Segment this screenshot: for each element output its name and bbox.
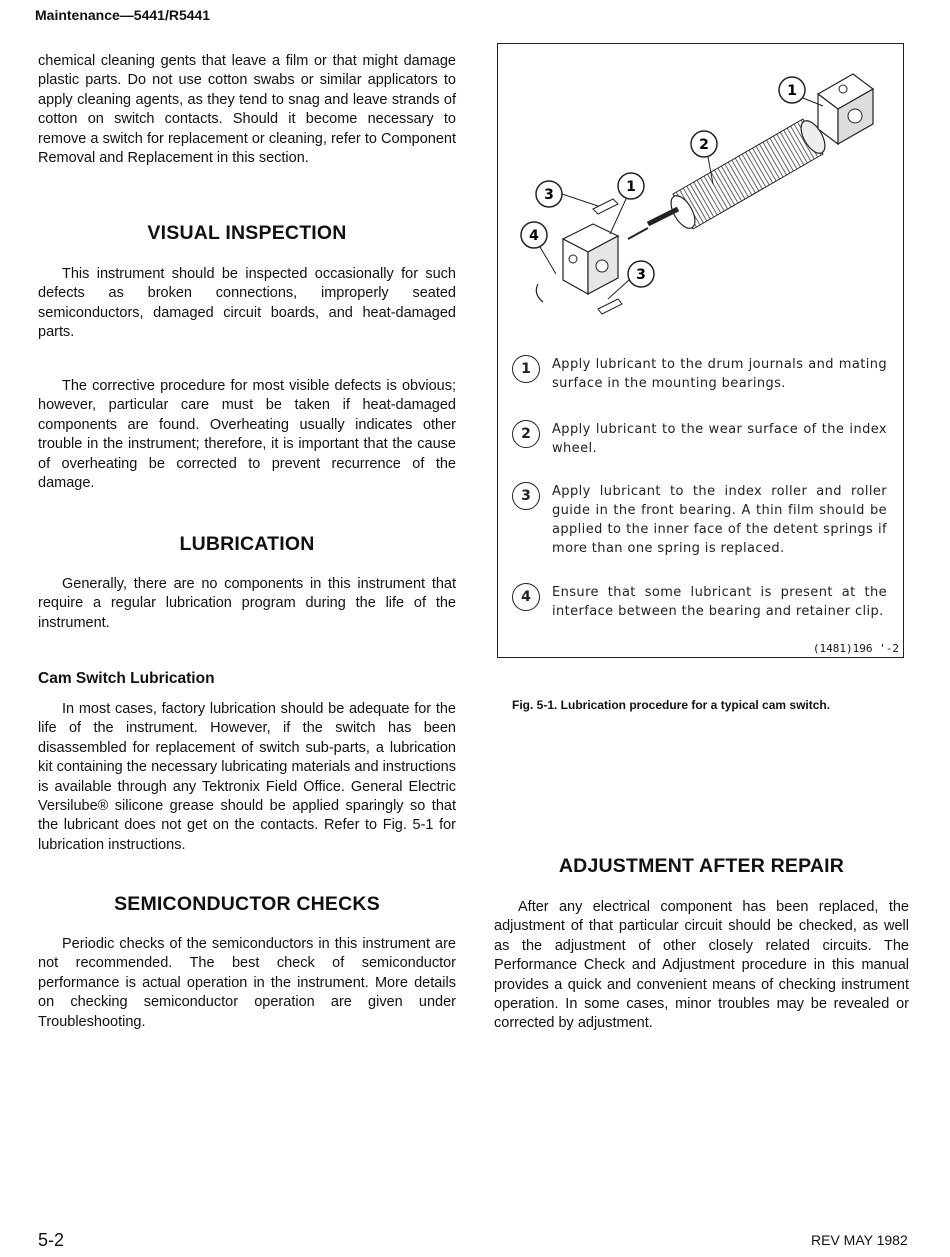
figure-note-1 [512, 355, 887, 393]
semiconductor-checks-heading: SEMICONDUCTOR CHECKS [114, 893, 380, 915]
note-4-number: 4 [512, 583, 540, 611]
note-2-number: 2 [512, 420, 540, 448]
revision-date: REV MAY 1982 [811, 1232, 908, 1248]
note-2-text: Apply lubricant to the wear surface of the index wheel. [552, 422, 887, 456]
callout-1-upper: 1 [787, 83, 797, 99]
visual-inspection-heading: VISUAL INSPECTION [147, 222, 347, 244]
cam-switch-illustration [498, 44, 903, 344]
note-3-text: Apply lubricant to the index roller and roller guide in the front bearing. A thin film should be applied to the inner face of the detent springs if more than one spring is replaced. [552, 484, 887, 556]
rear-bearing-drawing [818, 74, 873, 144]
note-1-text: Apply lubricant to the drum journals and mating surface in the mounting bearings. [552, 357, 887, 391]
lubrication-figure [497, 43, 904, 658]
drum-drawing [628, 117, 830, 239]
callout-4: 4 [529, 228, 539, 244]
callout-1-lower: 1 [626, 179, 636, 195]
figure-note-3 [512, 482, 887, 558]
callout-2: 2 [699, 137, 709, 153]
note-1-number: 1 [512, 355, 540, 383]
note-3-number: 3 [512, 482, 540, 510]
page-header: Maintenance—5441/R5441 [35, 7, 211, 23]
intro-paragraph: chemical cleaning gents that leave a film or that might damage plastic parts. Do not use cotton swabs or similar applicators to apply cleaning agents, as they tend to snag and leave strands of cotton on switch contacts. Should it become necessary to remove a switch for replacement or cleaning, refer to Component Removal and Replacement in this section. [38, 53, 456, 167]
figure-note-4 [512, 583, 887, 621]
page-number: 5-2 [38, 1230, 65, 1250]
figure-note-2 [512, 420, 887, 458]
adjustment-paragraph: After any electrical component has been replaced, the adjustment of that particular circuit should be checked, as well as the adjustment of other closely related circuits. The Performance Check and Adjustment procedure in this manual provides a quick and convenient means of checking instrument operation. In some cases, minor troubles may be revealed or corrected by adjustment. [494, 899, 909, 1032]
figure-id: (1481)196 '-2 [812, 642, 899, 655]
semiconductor-checks-paragraph: Periodic checks of the semiconductors in this instrument are not recommended. The best check of semiconductor performance is actual operation in the instrument. More details on checking semiconductor operation are given under Troubleshooting. [38, 936, 456, 1030]
adjustment-heading: ADJUSTMENT AFTER REPAIR [558, 855, 845, 877]
cam-switch-subheading: Cam Switch Lubrication [38, 670, 215, 687]
note-4-text: Ensure that some lubricant is present at the interface between the bearing and retainer clip. [552, 585, 887, 619]
lubrication-paragraph-1: Generally, there are no components in this instrument that require a regular lubrication program during the life of the instrument. [38, 576, 456, 631]
visual-inspection-paragraph-1: This instrument should be inspected occasionally for such defects as broken connections, improperly seated semiconductors, damaged circuit boards, and heat-damaged parts. [38, 266, 456, 341]
callout-3-lower: 3 [636, 267, 646, 283]
lubrication-heading: LUBRICATION [179, 533, 315, 555]
front-bearing-drawing [536, 199, 622, 314]
visual-inspection-paragraph-2: The corrective procedure for most visible defects is obvious; however, particular care must be taken if heat-damaged components are found. Overheating usually indicates other trouble in the instrument; therefore, it is important that the cause of overheating be corrected to prevent recurrence of the damage. [38, 378, 456, 492]
figure-caption: Fig. 5-1. Lubrication procedure for a typical cam switch. [512, 698, 831, 712]
lubrication-paragraph-2: In most cases, factory lubrication should be adequate for the life of the instrument. However, if the switch has been disassembled for replacement of switch sub-parts, a lubrication kit containing the necessary lubricating materials and instructions is available through any Tektronix Field Office. General Electric Versilube® silicone grease should be applied sparingly so that the lubricant does not get on the contacts. Refer to Fig. 5-1 for lubrication instructions. [38, 701, 456, 853]
callout-3-upper: 3 [544, 187, 554, 203]
